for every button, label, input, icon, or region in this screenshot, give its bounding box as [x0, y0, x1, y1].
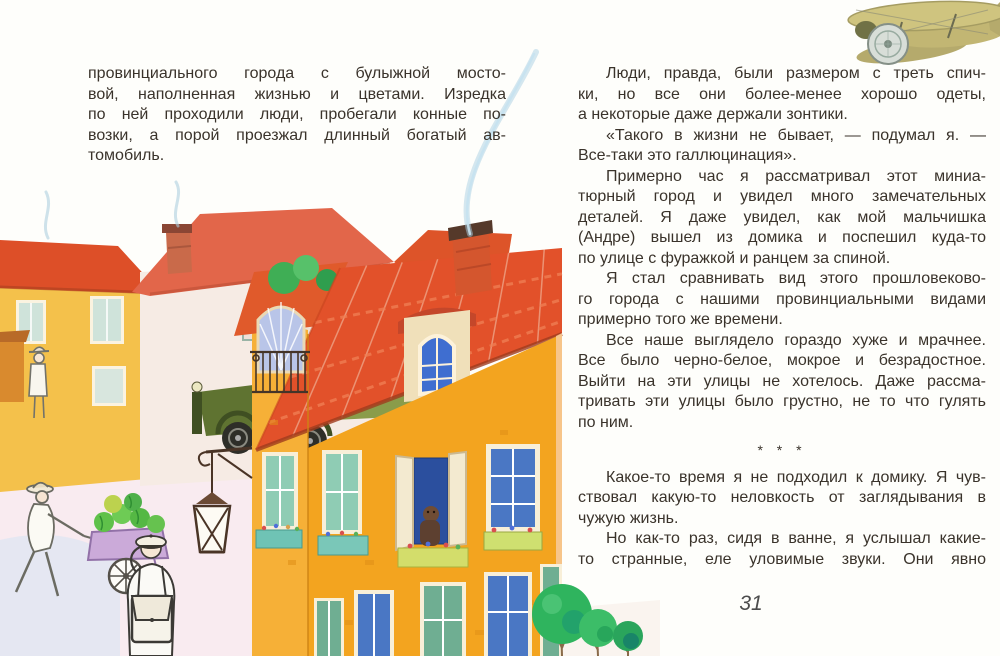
paragraph: [578, 167, 986, 270]
text-line: Я стал сравнивать вид этого прошловеково-: [606, 270, 986, 287]
text-line: (Андре) вышел из домика и поспешил куда-то: [578, 229, 986, 246]
house-door: [0, 342, 24, 402]
text-line: Но как-то раз, сидя в ванне, я услышал какие-: [606, 530, 986, 547]
paragraph: [578, 126, 986, 167]
text-line: Выйти на эти улицы не хотелось. Даже рассма-: [578, 372, 986, 390]
text-line: Все-таки это галлюцинация».: [578, 147, 797, 164]
text-line: по ним.: [578, 413, 634, 431]
left-yellow-house: [0, 240, 162, 492]
door-canopy: [0, 330, 30, 344]
airplane: [847, 0, 1000, 69]
paragraph: [88, 64, 506, 167]
page-number: 31: [739, 592, 763, 615]
text-line: провинциального города с булыжной мосто-: [88, 65, 506, 82]
text-line: Примерно час я рассматривал этот миниа-: [606, 167, 986, 185]
text-line: Все наше выглядело гораздо хуже и мрачнее.: [606, 331, 986, 349]
text-line: ки, но все они более-менее хорошо одеты,: [578, 85, 986, 103]
text-line: го города с нашими провинциальными видами: [578, 290, 986, 308]
section-separator: * * *: [757, 442, 807, 458]
text-line: томобиль.: [88, 147, 165, 164]
left-text-column: [88, 64, 506, 167]
text-line: то странные, еле уловимые звуки. Они явно: [578, 550, 986, 568]
big-orange-house: [234, 220, 562, 656]
text-line: а некоторые даже держали зонтики.: [578, 106, 848, 123]
text-line: по улице с фуражкой и ранцем за спиной.: [578, 249, 891, 267]
text-line: Люди, правда, были размером с треть спич-: [606, 65, 986, 82]
text-line: деталей. Я даже увидел, как мой мальчишка: [578, 208, 986, 226]
text-line: ствовал какую-то неловкость от заглядывания в: [578, 489, 986, 506]
paragraph: [578, 269, 986, 331]
airplane-wheel: [868, 24, 908, 64]
paragraph: [578, 64, 986, 126]
text-line: чужую жизнь.: [578, 509, 679, 527]
text-line: Все было черно-белое, мокрое и безрадостное.: [578, 352, 986, 369]
paragraph: [578, 529, 986, 570]
right-text-column: [578, 64, 986, 570]
text-line: по ней проходили люди, пробегали конные по-: [88, 106, 506, 123]
paragraph: [578, 468, 986, 530]
text-line: возки, а порой проезжал длинный богатый ав-: [88, 126, 506, 144]
text-line: «Такого в жизни не бывает, — подумал я. —: [606, 126, 986, 144]
paragraph: [578, 331, 986, 434]
text-line: Какое-то время я не подходил к домику. Я чув-: [606, 468, 986, 486]
open-window-with-figure: [396, 452, 468, 567]
text-line: тюрный город и увидел много замечательных: [578, 188, 986, 205]
text-line: примерно того же времени.: [578, 311, 783, 328]
text-line: тривать эти улицы было грустно, не то что гулять: [578, 393, 986, 410]
text-line: вой, наполненная жизнью и цветами. Изредка: [88, 85, 506, 103]
